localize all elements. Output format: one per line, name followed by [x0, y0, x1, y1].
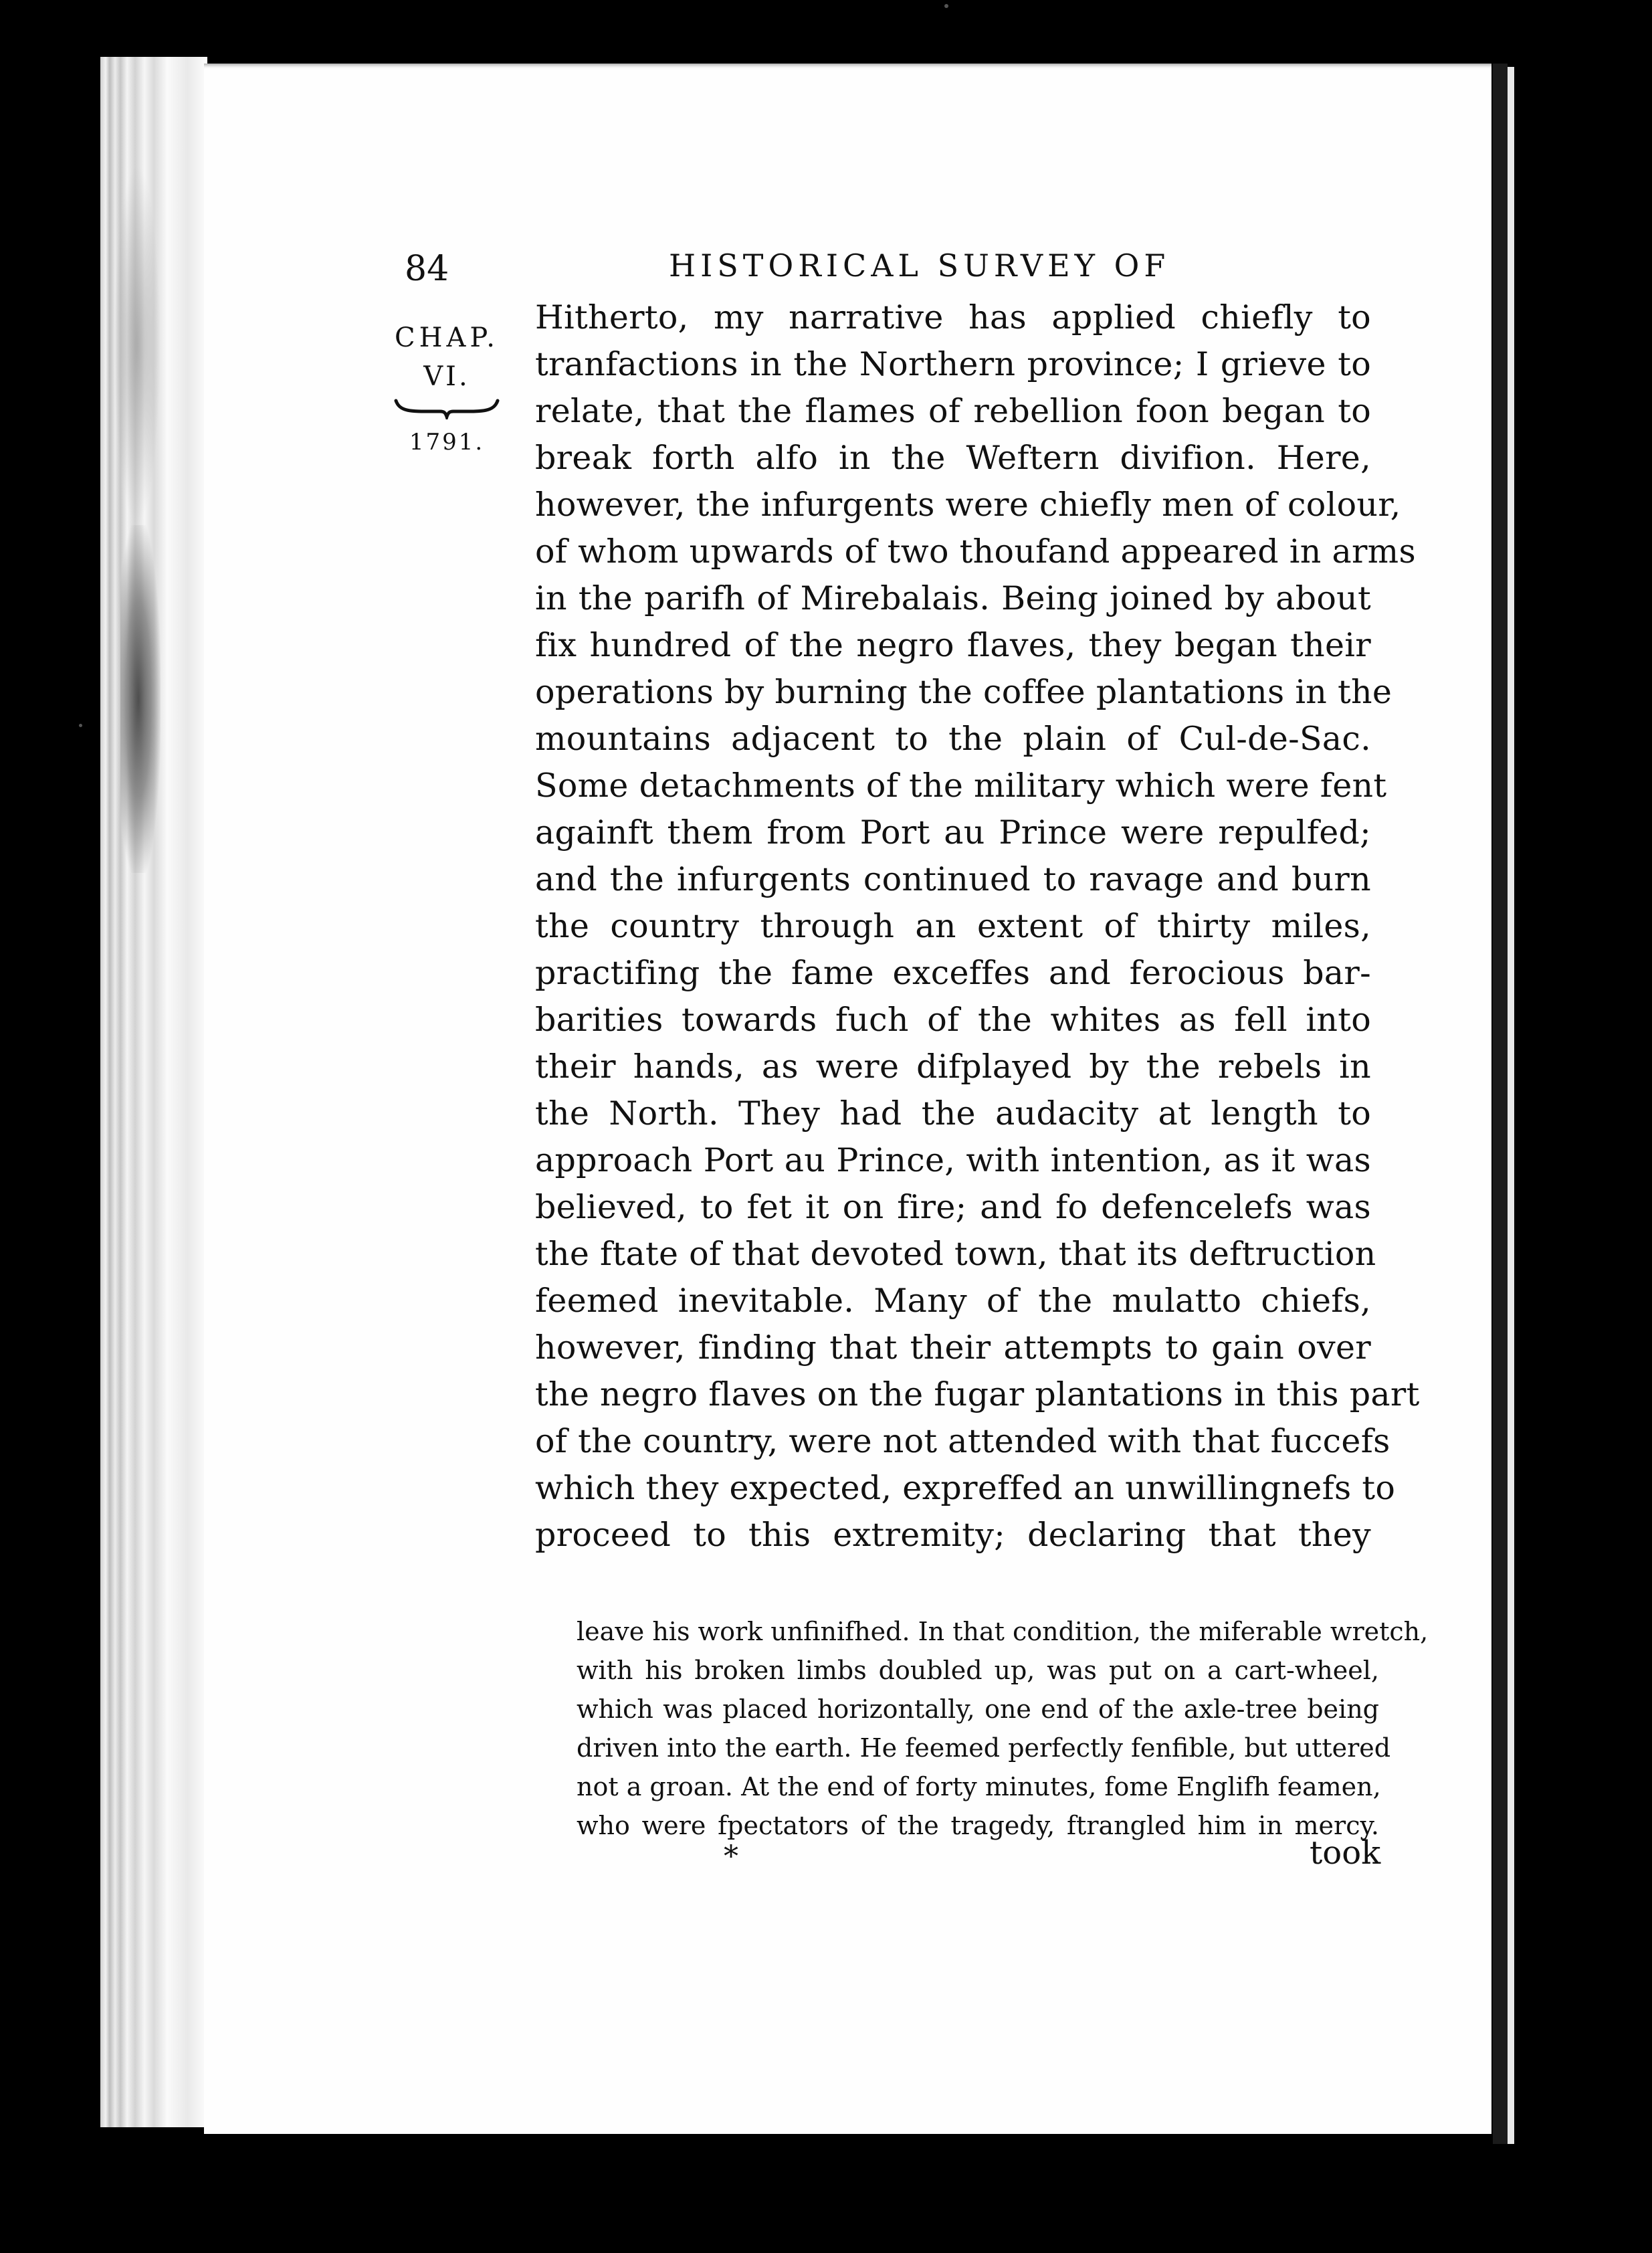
body-line: however, the infurgents were chiefly men of colour,: [535, 486, 1401, 524]
body-line: tranfactions in the Northern province; I grieve to: [535, 345, 1371, 383]
footnote-line: leave his work unfinifhed. In that condition, the miferable wretch,: [577, 1617, 1429, 1646]
body-line: proceed to this extremity; declaring that they: [535, 1516, 1371, 1554]
body-line: approach Port au Prince, with intention, as it was: [535, 1141, 1371, 1179]
body-line: mountains adjacent to the plain of Cul-de-Sac.: [535, 720, 1371, 758]
body-line: the ftate of that devoted town, that its deftruction: [535, 1235, 1376, 1273]
footnote-line: who were fpectators of the tragedy, ftrangled him in mercy.: [577, 1811, 1379, 1840]
margin-year: 1791.: [409, 429, 485, 456]
edge-shadow: [120, 525, 161, 873]
body-text: [535, 294, 1420, 1559]
body-line: againft them from Port au Prince were repulfed;: [535, 813, 1371, 852]
body-line: which they expected, expreffed an unwillingnefs to: [535, 1469, 1396, 1507]
footnote-line: not a groan. At the end of forty minutes, fome Englifh feamen,: [577, 1772, 1381, 1801]
body-line: break forth alfo in the Weftern divifion. Here,: [535, 439, 1371, 477]
book-page-edges: [100, 57, 207, 2127]
body-line: their hands, as were difplayed by the rebels in: [535, 1048, 1371, 1086]
body-line: feemed inevitable. Many of the mulatto chiefs,: [535, 1282, 1371, 1320]
body-line: Hitherto, my narrative has applied chiefly to: [535, 298, 1371, 336]
body-line: practifing the fame exceffes and ferocious bar-: [535, 954, 1371, 992]
body-line: and the infurgents continued to ravage and burn: [535, 860, 1371, 898]
body-line: barities towards fuch of the whites as fell into: [535, 1001, 1371, 1039]
body-line: the country through an extent of thirty miles,: [535, 907, 1371, 945]
body-line: however, finding that their attempts to gain over: [535, 1329, 1371, 1367]
dust-speck: [944, 4, 948, 8]
catchword: took: [1310, 1834, 1381, 1872]
curly-brace-icon: [393, 397, 500, 419]
footnote-line: with his broken limbs doubled up, was put on a cart-wheel,: [577, 1656, 1379, 1685]
footnote: [577, 1612, 1429, 1845]
facing-page-edge: [1508, 67, 1514, 2144]
body-line: in the parifh of Mirebalais. Being joined by about: [535, 579, 1371, 617]
body-line: believed, to fet it on fire; and fo defencelefs was: [535, 1188, 1371, 1226]
margin-chapter-number: VI.: [423, 361, 470, 392]
body-line: the North. They had the audacity at length to: [535, 1094, 1371, 1133]
body-line: fix hundred of the negro flaves, they began their: [535, 626, 1371, 664]
body-line: the negro flaves on the fugar plantations in this part: [535, 1375, 1420, 1413]
edge-stain: [114, 164, 161, 525]
body-line: of the country, were not attended with that fuccefs: [535, 1422, 1390, 1460]
margin-note: [387, 318, 507, 456]
margin-chap-label: CHAP.: [395, 322, 499, 353]
body-line: relate, that the flames of rebellion foon began to: [535, 392, 1371, 430]
footnote-line: driven into the earth. He feemed perfectly fenfible, but uttered: [577, 1733, 1391, 1763]
body-line: Some detachments of the military which were fent: [535, 767, 1387, 805]
signature-mark: *: [724, 1840, 738, 1874]
page-number: 84: [405, 249, 449, 289]
dust-speck: [79, 724, 82, 727]
body-line: of whom upwards of two thoufand appeared in arms: [535, 532, 1416, 571]
footnote-line: which was placed horizontally, one end of the axle-tree being: [577, 1694, 1379, 1724]
running-head: HISTORICAL SURVEY OF: [669, 248, 1170, 284]
body-line: operations by burning the coffee plantations in the: [535, 673, 1392, 711]
binding-edge: [1493, 64, 1508, 2144]
